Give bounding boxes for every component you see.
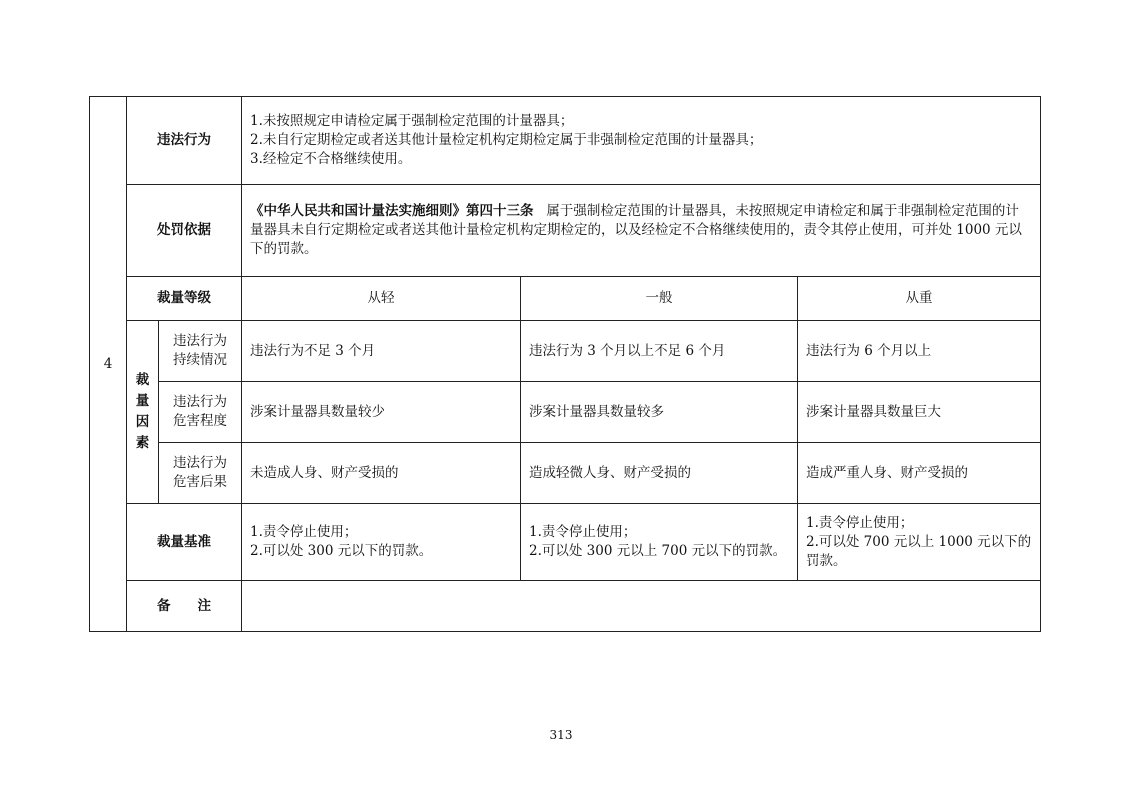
item-number: 4 [90, 97, 127, 632]
factors-label [127, 321, 159, 504]
factor-label [159, 321, 242, 382]
standard-heavy [798, 504, 1041, 581]
remark-row [90, 581, 1041, 632]
factor-heavy: 违法行为 6 个月以上 [798, 321, 1041, 382]
factor-general: 违法行为 3 个月以上不足 6 个月 [521, 321, 798, 382]
standard-row [90, 504, 1041, 581]
page-number: 313 [549, 728, 573, 742]
factor-light: 涉案计量器具数量较少 [242, 382, 521, 443]
factor-label-line: 持续情况 [173, 352, 227, 368]
basis-law-title: 《中华人民共和国计量法实施细则》第四十三条 [250, 203, 534, 219]
factors-label-char: 裁 [135, 372, 150, 388]
factors-label-char: 量 [135, 393, 150, 409]
violation-line: 3.经检定不合格继续使用。 [250, 151, 412, 167]
factor-label-line: 违法行为 [173, 333, 227, 349]
factor-row [90, 321, 1041, 382]
standard-label: 裁量基准 [127, 504, 242, 581]
standard-line: 1.责令停止使用； [529, 524, 637, 540]
factor-light: 未造成人身、财产受损的 [242, 443, 521, 504]
factor-heavy: 涉案计量器具数量巨大 [798, 382, 1041, 443]
basis-content [242, 185, 1041, 277]
basis-law-text: 属于强制检定范围的计量器具，未按照规定申请检定和属于非强制检定范围的计量器具未自行定期检定或者送其他计量检定机构定期检定的，以及经检定不合格继续使用的，责令其停止使用，可并处 1000 元以下的罚款。 [250, 203, 1022, 257]
standard-line: 2.可以处 300 元以上 700 元以下的罚款。 [529, 543, 787, 559]
penalty-table-page [89, 96, 1040, 631]
level-light: 从轻 [242, 277, 521, 321]
standard-line: 2.可以处 700 元以上 1000 元以下的 [806, 533, 1032, 550]
standard-general [521, 504, 798, 581]
factor-label [159, 443, 242, 504]
violation-line: 2.未自行定期检定或者送其他计量检定机构定期检定属于非强制检定范围的计量器具； [250, 132, 763, 148]
violation-row [90, 97, 1041, 185]
standard-line: 1.责令停止使用； [806, 514, 914, 531]
factor-label [159, 382, 242, 443]
factor-general: 造成轻微人身、财产受损的 [521, 443, 798, 504]
standard-line: 2.可以处 300 元以下的罚款。 [250, 543, 433, 559]
levels-label: 裁量等级 [127, 277, 242, 321]
factor-label-line: 危害后果 [173, 474, 227, 490]
factor-general: 涉案计量器具数量较多 [521, 382, 798, 443]
factors-label-char: 素 [135, 435, 150, 451]
level-general: 一般 [521, 277, 798, 321]
levels-row [90, 277, 1041, 321]
standard-line: 1.责令停止使用； [250, 524, 358, 540]
standard-light [242, 504, 521, 581]
factor-heavy: 造成严重人身、财产受损的 [798, 443, 1041, 504]
violation-content [242, 97, 1041, 185]
factor-label-line: 危害程度 [173, 413, 227, 429]
remark-content [242, 581, 1041, 632]
remark-label [127, 581, 242, 632]
factors-label-char: 因 [135, 414, 150, 430]
basis-row [90, 185, 1041, 277]
factor-row [90, 382, 1041, 443]
violation-line: 1.未按照规定申请检定属于强制检定范围的计量器具； [250, 113, 574, 129]
violation-label: 违法行为 [127, 97, 242, 185]
basis-label: 处罚依据 [127, 185, 242, 277]
factor-label-line: 违法行为 [173, 455, 227, 471]
discretion-standard-table [89, 96, 1041, 632]
factor-row [90, 443, 1041, 504]
level-heavy: 从重 [798, 277, 1041, 321]
standard-line: 罚款。 [806, 552, 847, 569]
remark-label-text: 备 注 [157, 597, 211, 614]
factor-light: 违法行为不足 3 个月 [242, 321, 521, 382]
factor-label-line: 违法行为 [173, 394, 227, 410]
